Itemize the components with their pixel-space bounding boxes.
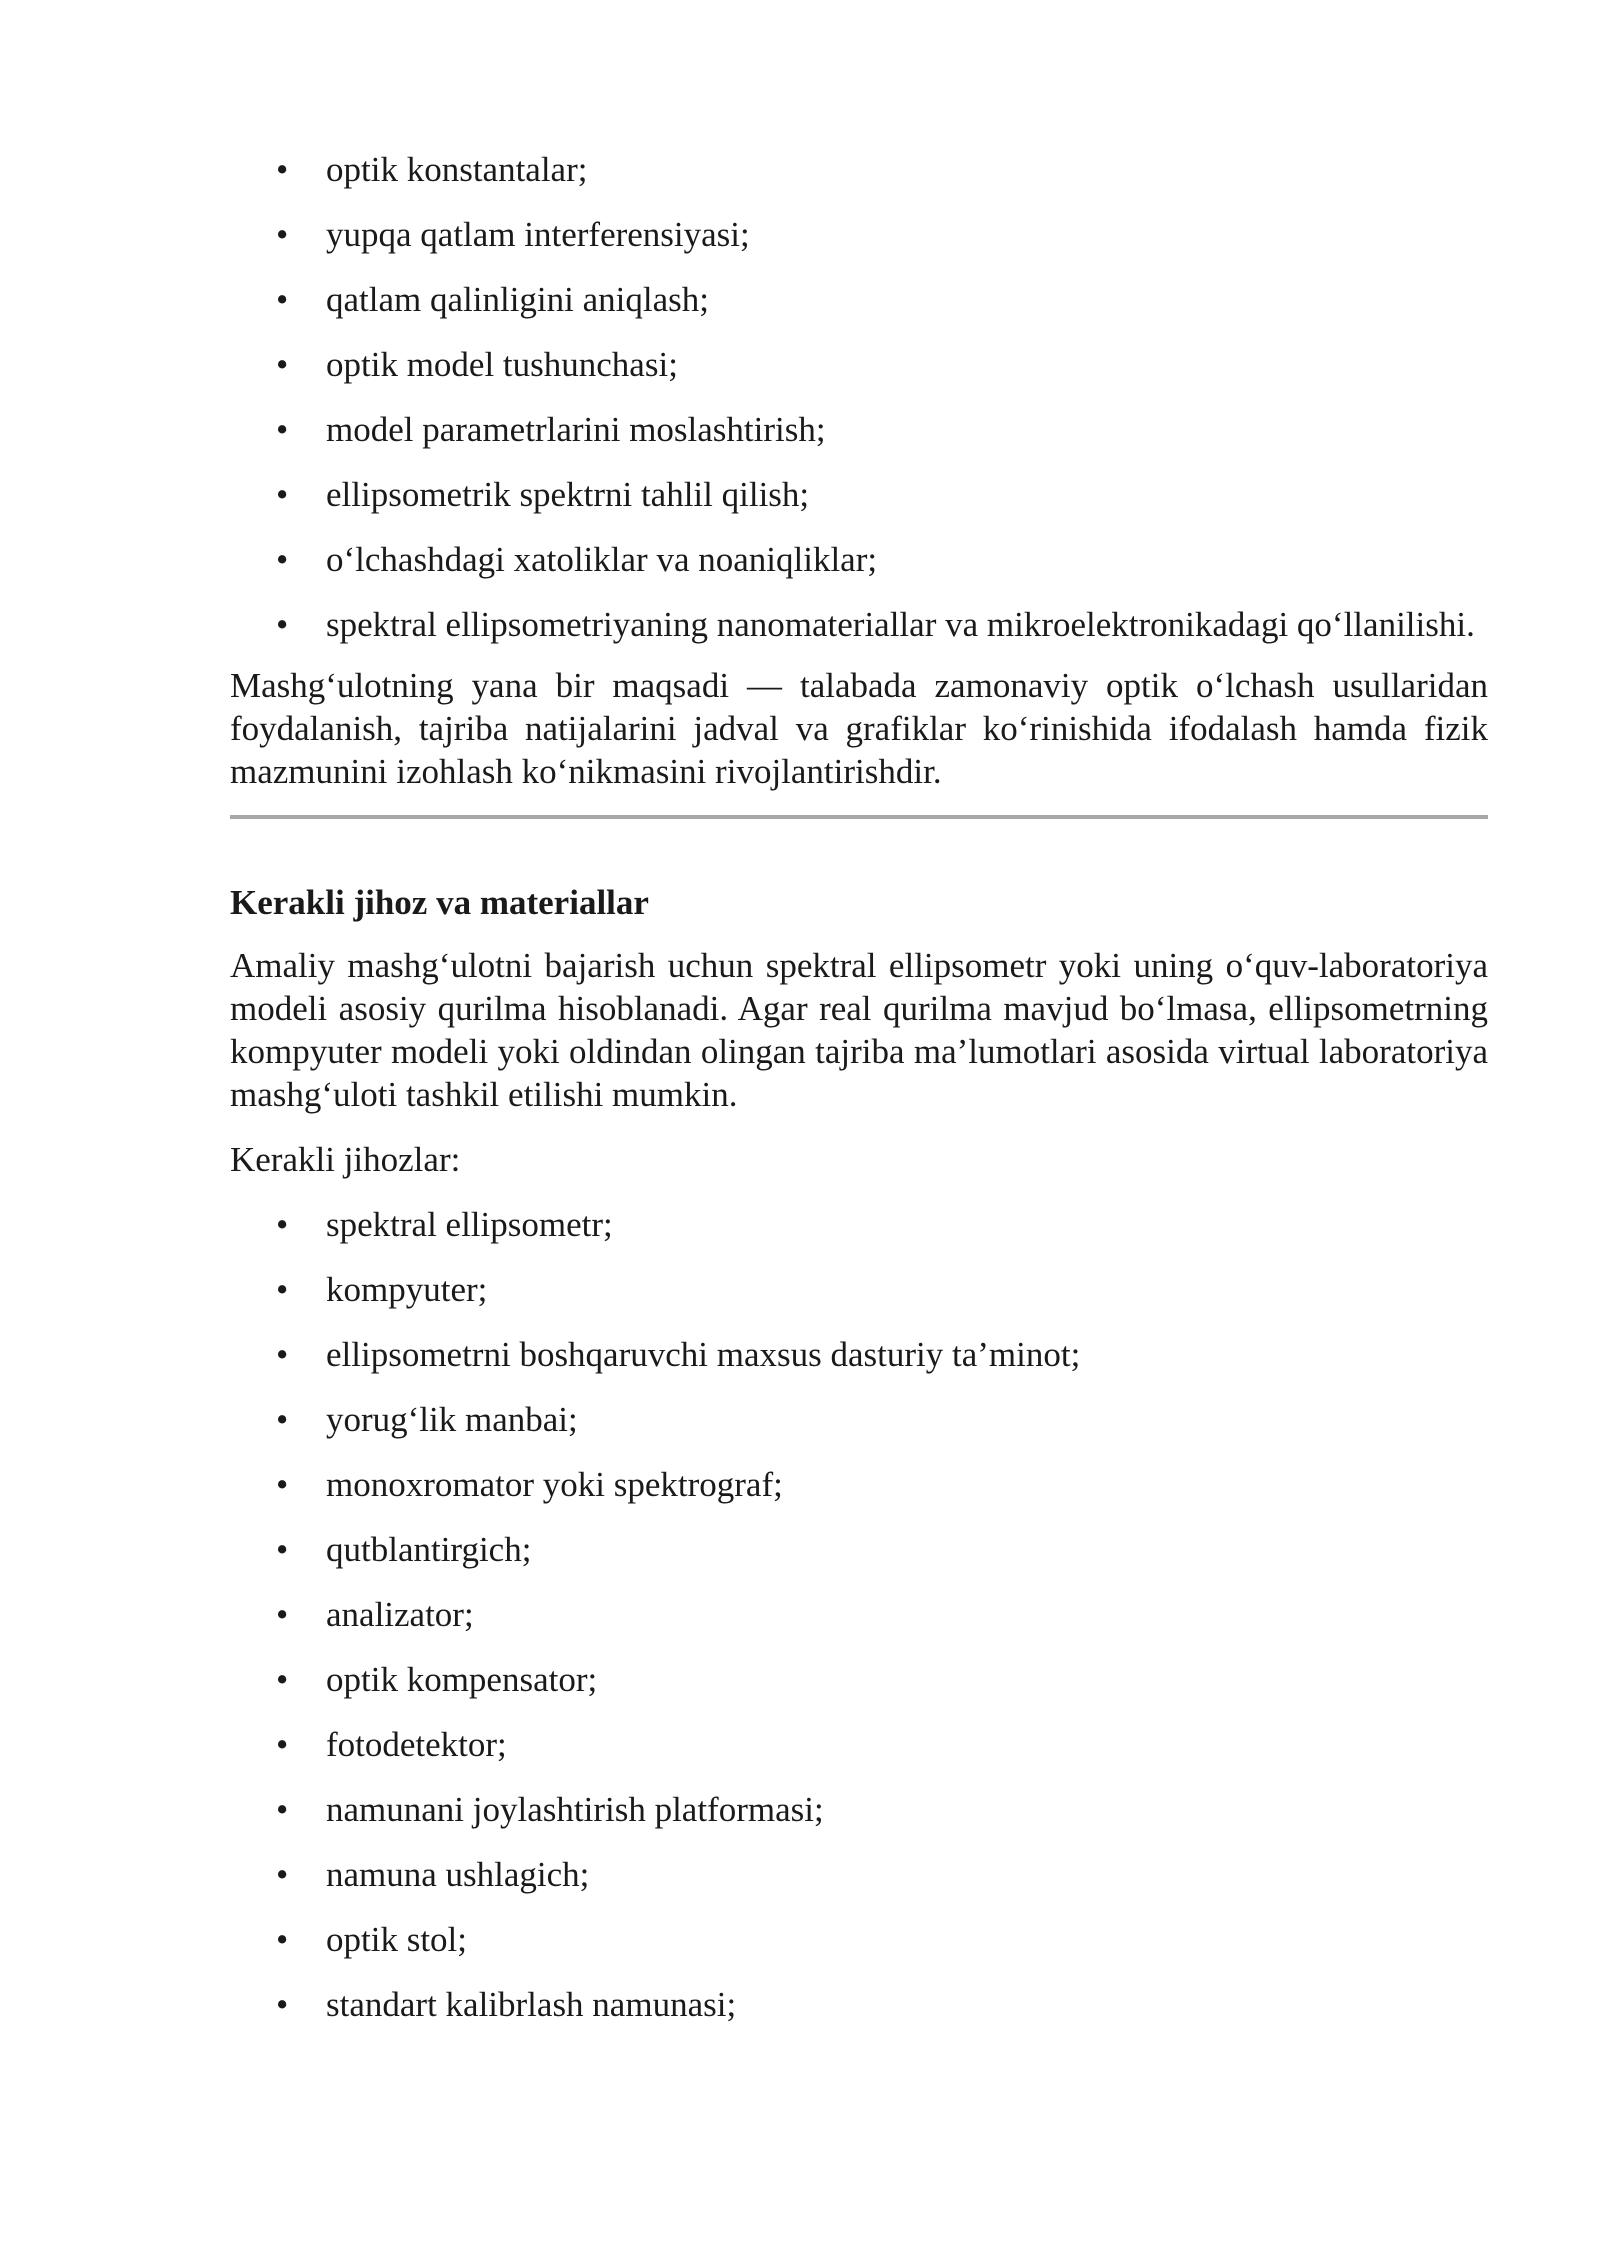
bullet-icon: • — [276, 150, 289, 189]
list-item-text: ellipsometrik spektrni tahlil qilish; — [326, 475, 810, 514]
section-heading: Kerakli jihoz va materiallar — [230, 883, 649, 922]
equipment-list — [230, 1203, 1488, 2026]
list-item — [230, 213, 1488, 256]
list-item — [230, 473, 1488, 516]
list-item-text: namunani joylashtirish platformasi; — [326, 1790, 824, 1829]
list-item-text: qatlam qalinligini aniqlash; — [326, 280, 709, 319]
bullet-icon: • — [276, 1270, 289, 1309]
list-item — [230, 1203, 1488, 1246]
list-item-text: optik kompensator; — [326, 1660, 598, 1699]
list-item-text: spektral ellipsometriyaning nanomateriallar va mikroelektronikadagi qo‘llanilishi. — [326, 605, 1475, 644]
bullet-icon: • — [276, 1920, 289, 1959]
list-item — [230, 1398, 1488, 1441]
document-page — [230, 148, 1488, 2048]
list-item-text: standart kalibrlash namunasi; — [326, 1985, 737, 2024]
list-item — [230, 408, 1488, 451]
bullet-icon: • — [276, 215, 289, 254]
bullet-icon: • — [276, 1205, 289, 1244]
bullet-icon: • — [276, 605, 289, 644]
list-item — [230, 1918, 1488, 1961]
bullet-icon: • — [276, 1595, 289, 1634]
bullet-icon: • — [276, 475, 289, 514]
list-item-text: o‘lchashdagi xatoliklar va noaniqliklar; — [326, 540, 878, 579]
section-divider — [230, 815, 1488, 819]
section-intro-paragraph: Amaliy mashg‘ulotni bajarish uchun spektral ellipsometr yoki uning o‘quv-laboratoriya modeli asosiy qurilma hisoblanadi. Agar real qurilma mavjud bo‘lmasa, ellipsometrning kompyuter modeli yoki oldindan olingan tajriba ma’lumotlari asosida virtual laboratoriya mashg‘uloti tashkil etilishi mumkin. — [230, 946, 1488, 1114]
bullet-icon: • — [276, 1790, 289, 1829]
list-item-text: fotodetektor; — [326, 1725, 507, 1764]
list-item-text: ellipsometrni boshqaruvchi maxsus dasturiy ta’minot; — [326, 1335, 1081, 1374]
list-item-text: yupqa qatlam interferensiyasi; — [326, 215, 750, 254]
list-item — [230, 1723, 1488, 1766]
equipment-label: Kerakli jihozlar: — [230, 1140, 461, 1179]
bullet-icon: • — [276, 1660, 289, 1699]
bullet-icon: • — [276, 540, 289, 579]
bullet-icon: • — [276, 1465, 289, 1504]
list-item — [230, 148, 1488, 191]
list-item — [230, 278, 1488, 321]
list-item — [230, 1333, 1488, 1376]
bullet-icon: • — [276, 345, 289, 384]
bullet-icon: • — [276, 1725, 289, 1764]
list-item-text: model parametrlarini moslashtirish; — [326, 410, 826, 449]
list-item — [230, 1593, 1488, 1636]
goal-paragraph: Mashg‘ulotning yana bir maqsadi — talabada zamonaviy optik o‘lchash usullaridan foydalanish, tajriba natijalarini jadval va grafiklar ko‘rinishida ifodalash hamda fizik mazmunini izohlash ko‘nikmasini rivojlantirishdir. — [230, 666, 1488, 791]
list-item — [230, 603, 1488, 646]
bullet-icon: • — [276, 1855, 289, 1894]
bullet-icon: • — [276, 280, 289, 319]
list-item-text: namuna ushlagich; — [326, 1855, 590, 1894]
list-item — [230, 1658, 1488, 1701]
list-item — [230, 1983, 1488, 2026]
list-item-text: kompyuter; — [326, 1270, 488, 1309]
list-item-text: analizator; — [326, 1595, 474, 1634]
list-item-text: optik konstantalar; — [326, 150, 588, 189]
list-item — [230, 343, 1488, 386]
bullet-icon: • — [276, 1530, 289, 1569]
list-item — [230, 1463, 1488, 1506]
list-item-text: optik model tushunchasi; — [326, 345, 678, 384]
list-item — [230, 1268, 1488, 1311]
list-item-text: yorug‘lik manbai; — [326, 1400, 578, 1439]
list-item-text: qutblantirgich; — [326, 1530, 532, 1569]
list-item — [230, 538, 1488, 581]
bullet-icon: • — [276, 1985, 289, 2024]
list-item — [230, 1788, 1488, 1831]
bullet-icon: • — [276, 1400, 289, 1439]
objectives-list — [230, 148, 1488, 646]
list-item — [230, 1853, 1488, 1896]
list-item-text: monoxromator yoki spektrograf; — [326, 1465, 783, 1504]
list-item-text: optik stol; — [326, 1920, 467, 1959]
list-item-text: spektral ellipsometr; — [326, 1205, 613, 1244]
bullet-icon: • — [276, 410, 289, 449]
list-item — [230, 1528, 1488, 1571]
bullet-icon: • — [276, 1335, 289, 1374]
